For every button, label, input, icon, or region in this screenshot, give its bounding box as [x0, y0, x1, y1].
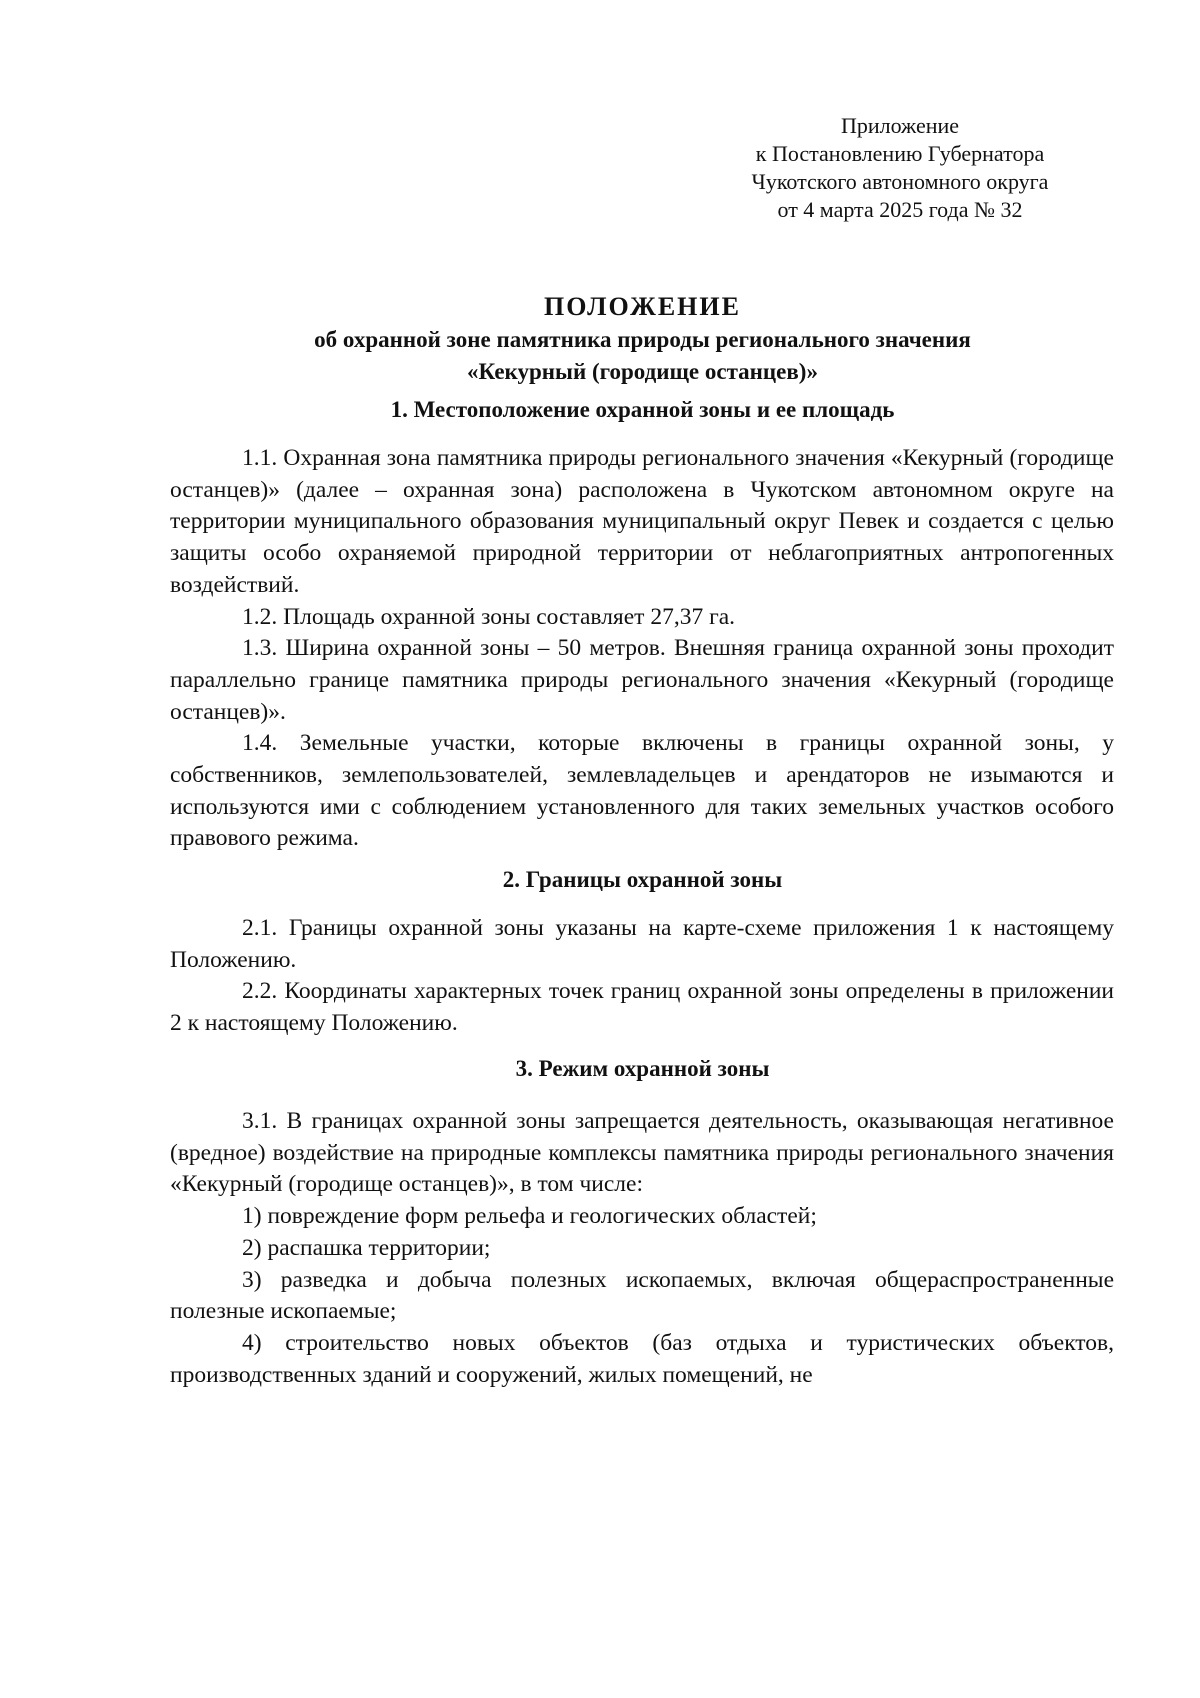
section-body-2: [170, 913, 1114, 1040]
title-main: ПОЛОЖЕНИЕ: [544, 292, 741, 321]
list-item: 3) разведка и добыча полезных ископаемых, включая общераспространенные полезные ископаемые;: [170, 1266, 1114, 1325]
paragraph: 1.2. Площадь охранной зоны составляет 27,37 га.: [242, 603, 736, 630]
attachment-date: от 4 марта 2025 года № 32: [777, 197, 1023, 222]
title-subtitle: «Кекурный (городище останцев)»: [467, 359, 818, 384]
section-body-1: [170, 443, 1114, 855]
title-subtitle: об охранной зоне памятника природы регионального значения: [314, 327, 971, 352]
section-heading-1: 1. Местоположение охранной зоны и ее площадь: [390, 397, 895, 422]
list-item: 1) повреждение форм рельефа и геологических областей;: [242, 1203, 817, 1230]
paragraph: 1.3. Ширина охранной зоны – 50 метров. Внешняя граница охранной зоны проходит параллельно границе памятника природы регионального значения «Кекурный (городище останцев)».: [170, 635, 1114, 725]
attachment-line: Чукотского автономного округа: [751, 169, 1049, 194]
list-item: 2) распашка территории;: [242, 1234, 491, 1261]
attachment-line: к Постановлению Губернатора: [755, 141, 1045, 166]
section-heading-2: 2. Границы охранной зоны: [502, 867, 783, 892]
paragraph: 3.1. В границах охранной зоны запрещается деятельность, оказывающая негативное (вредное) воздействие на природные комплексы памятника природы регионального значения «Кекурный (городище останцев)», в том числе:: [170, 1108, 1114, 1198]
paragraph: 1.1. Охранная зона памятника природы регионального значения «Кекурный (городище останцев)» (далее – охранная зона) расположена в Чукотском автономном округе на территории муниципального образования муниципальный округ Певек и создается с целью защиты особо охраняемой природной территории от неблагоприятных антропогенных воздействий.: [170, 445, 1114, 598]
paragraph: 2.2. Координаты характерных точек границ охранной зоны определены в приложении 2 к настоящему Положению.: [170, 978, 1114, 1037]
paragraph: 2.1. Границы охранной зоны указаны на карте-схеме приложения 1 к настоящему Положению.: [170, 915, 1114, 973]
document-title: [170, 292, 1115, 388]
section-heading-3: 3. Режим охранной зоны: [515, 1056, 770, 1081]
list-item: 4) строительство новых объектов (баз отдыха и туристических объектов, производственных зданий и сооружений, жилых помещений, не: [170, 1329, 1114, 1388]
attachment-line: Приложение: [840, 113, 960, 138]
paragraph: 1.4. Земельные участки, которые включены в границы охранной зоны, у собственников, землепользователей, землевладельцев и арендаторов не изымаются и используются ими с соблюдением установленного для таких земельных участков особого правового режима.: [170, 730, 1114, 852]
section-body-3: [170, 1106, 1114, 1391]
attachment-note: [700, 112, 1100, 224]
